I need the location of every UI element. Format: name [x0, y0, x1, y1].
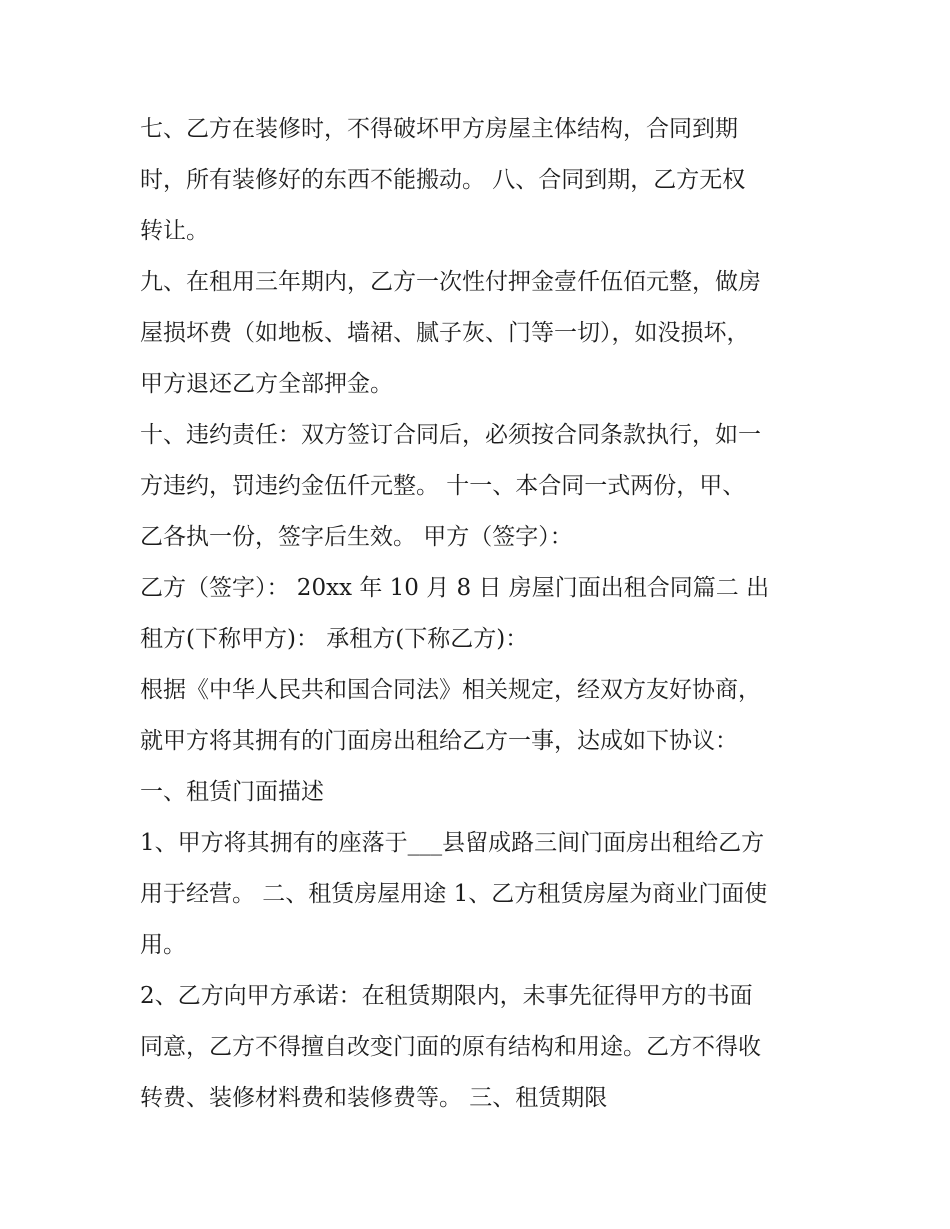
text-line: 十、违约责任：双方签订合同后，必须按合同条款执行，如一	[140, 422, 761, 448]
text-line: 乙方（签字）： 20xx 年 10 月 8 日 房屋门面出租合同篇二 出	[140, 575, 770, 601]
contract-body	[140, 104, 820, 1124]
text-line: 七、乙方在装修时，不得破坏甲方房屋主体结构，合同到期	[140, 116, 738, 142]
text-line: 2、乙方向甲方承诺：在租赁期限内，未事先征得甲方的书面	[140, 983, 753, 1009]
text-line: 1、甲方将其拥有的座落于___县留成路三间门面房出租给乙方	[140, 830, 765, 856]
text-line: 九、在租用三年期内，乙方一次性付押金壹仟伍佰元整，做房	[140, 269, 761, 295]
text-line: 转让。	[140, 218, 209, 244]
text-line: 屋损坏费（如地板、墙裙、腻子灰、门等一切），如没损坏，	[140, 320, 750, 346]
text-line: 同意，乙方不得擅自改变门面的原有结构和用途。乙方不得收	[140, 1034, 761, 1060]
text-line: 时，所有装修好的东西不能搬动。 八、合同到期，乙方无权	[140, 167, 746, 193]
text-line: 用于经营。 二、租赁房屋用途 1、乙方租赁房屋为商业门面使	[140, 881, 768, 907]
text-line: 乙各执一份，签字后生效。 甲方（签字）：	[140, 524, 573, 550]
text-line: 用。	[140, 932, 186, 958]
text-line: 方违约，罚违约金伍仟元整。 十一、本合同一式两份，甲、	[140, 473, 746, 499]
text-line: 转费、装修材料费和装修费等。 三、租赁期限	[140, 1085, 608, 1111]
text-line: 根据《中华人民共和国合同法》相关规定，经双方友好协商，	[140, 677, 761, 703]
text-line: 一、租赁门面描述	[140, 779, 324, 805]
text-line: 就甲方将其拥有的门面房出租给乙方一事，达成如下协议：	[140, 728, 738, 754]
text-line: 甲方退还乙方全部押金。	[140, 371, 393, 397]
text-line: 租方(下称甲方)： 承租方(下称乙方)：	[140, 626, 529, 652]
